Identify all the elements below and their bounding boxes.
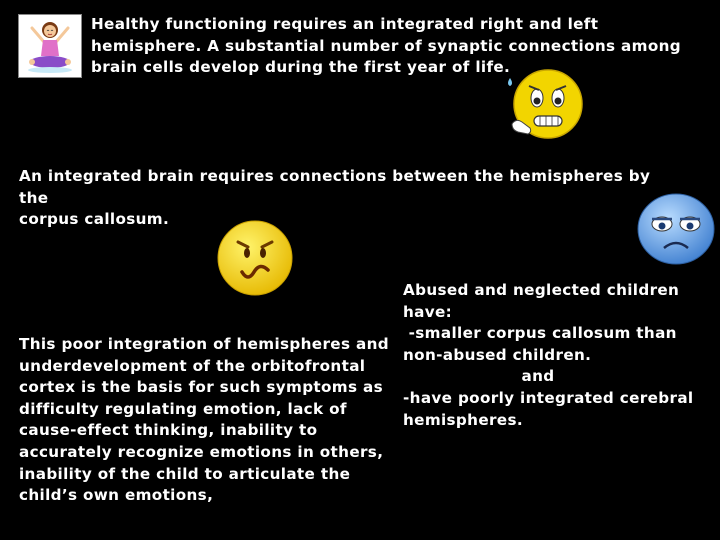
left-line-5: cause-effect thinking, inability to bbox=[19, 421, 318, 440]
middle-paragraph bbox=[19, 166, 679, 231]
left-line-3: cortex is the basis for such symptoms as bbox=[19, 378, 384, 397]
left-line-1: This poor integration of hemispheres and bbox=[19, 335, 389, 353]
left-line-6: accurately recognize emotions in others, bbox=[19, 442, 384, 461]
middle-line-2: corpus callosum. bbox=[19, 210, 170, 229]
middle-line-1: An integrated brain requires connections between the hemispheres by the bbox=[19, 167, 651, 207]
top-line-2: hemisphere. A substantial number of synaptic connections among bbox=[91, 36, 681, 55]
meditating-girl-icon bbox=[18, 14, 82, 78]
nervous-emoji-icon bbox=[500, 68, 590, 148]
left-line-2: underdevelopment of the orbitofrontal bbox=[19, 356, 366, 375]
left-paragraph bbox=[19, 334, 391, 507]
left-line-8: child’s own emotions, bbox=[19, 486, 214, 505]
right-line-7: hemispheres. bbox=[403, 410, 523, 429]
worried-emoji-icon bbox=[216, 220, 296, 296]
right-line-3: -smaller corpus callosum than bbox=[403, 324, 677, 343]
left-line-4: difficulty regulating emotion, lack of bbox=[19, 399, 347, 418]
right-line-5: and bbox=[521, 367, 555, 386]
top-line-3: brain cells develop during the first year of life. bbox=[91, 58, 511, 77]
right-line-1: Abused and neglected children bbox=[403, 281, 680, 299]
right-line-2: have: bbox=[403, 302, 453, 321]
sad-emoji-icon bbox=[636, 192, 716, 266]
right-paragraph bbox=[403, 280, 703, 431]
top-paragraph bbox=[91, 14, 691, 79]
right-line-4: non-abused children. bbox=[403, 345, 592, 364]
left-line-7: inability of the child to articulate the bbox=[19, 464, 351, 483]
top-line-1: Healthy functioning requires an integrated right and left bbox=[91, 15, 599, 33]
right-line-6: -have poorly integrated cerebral bbox=[403, 388, 694, 407]
